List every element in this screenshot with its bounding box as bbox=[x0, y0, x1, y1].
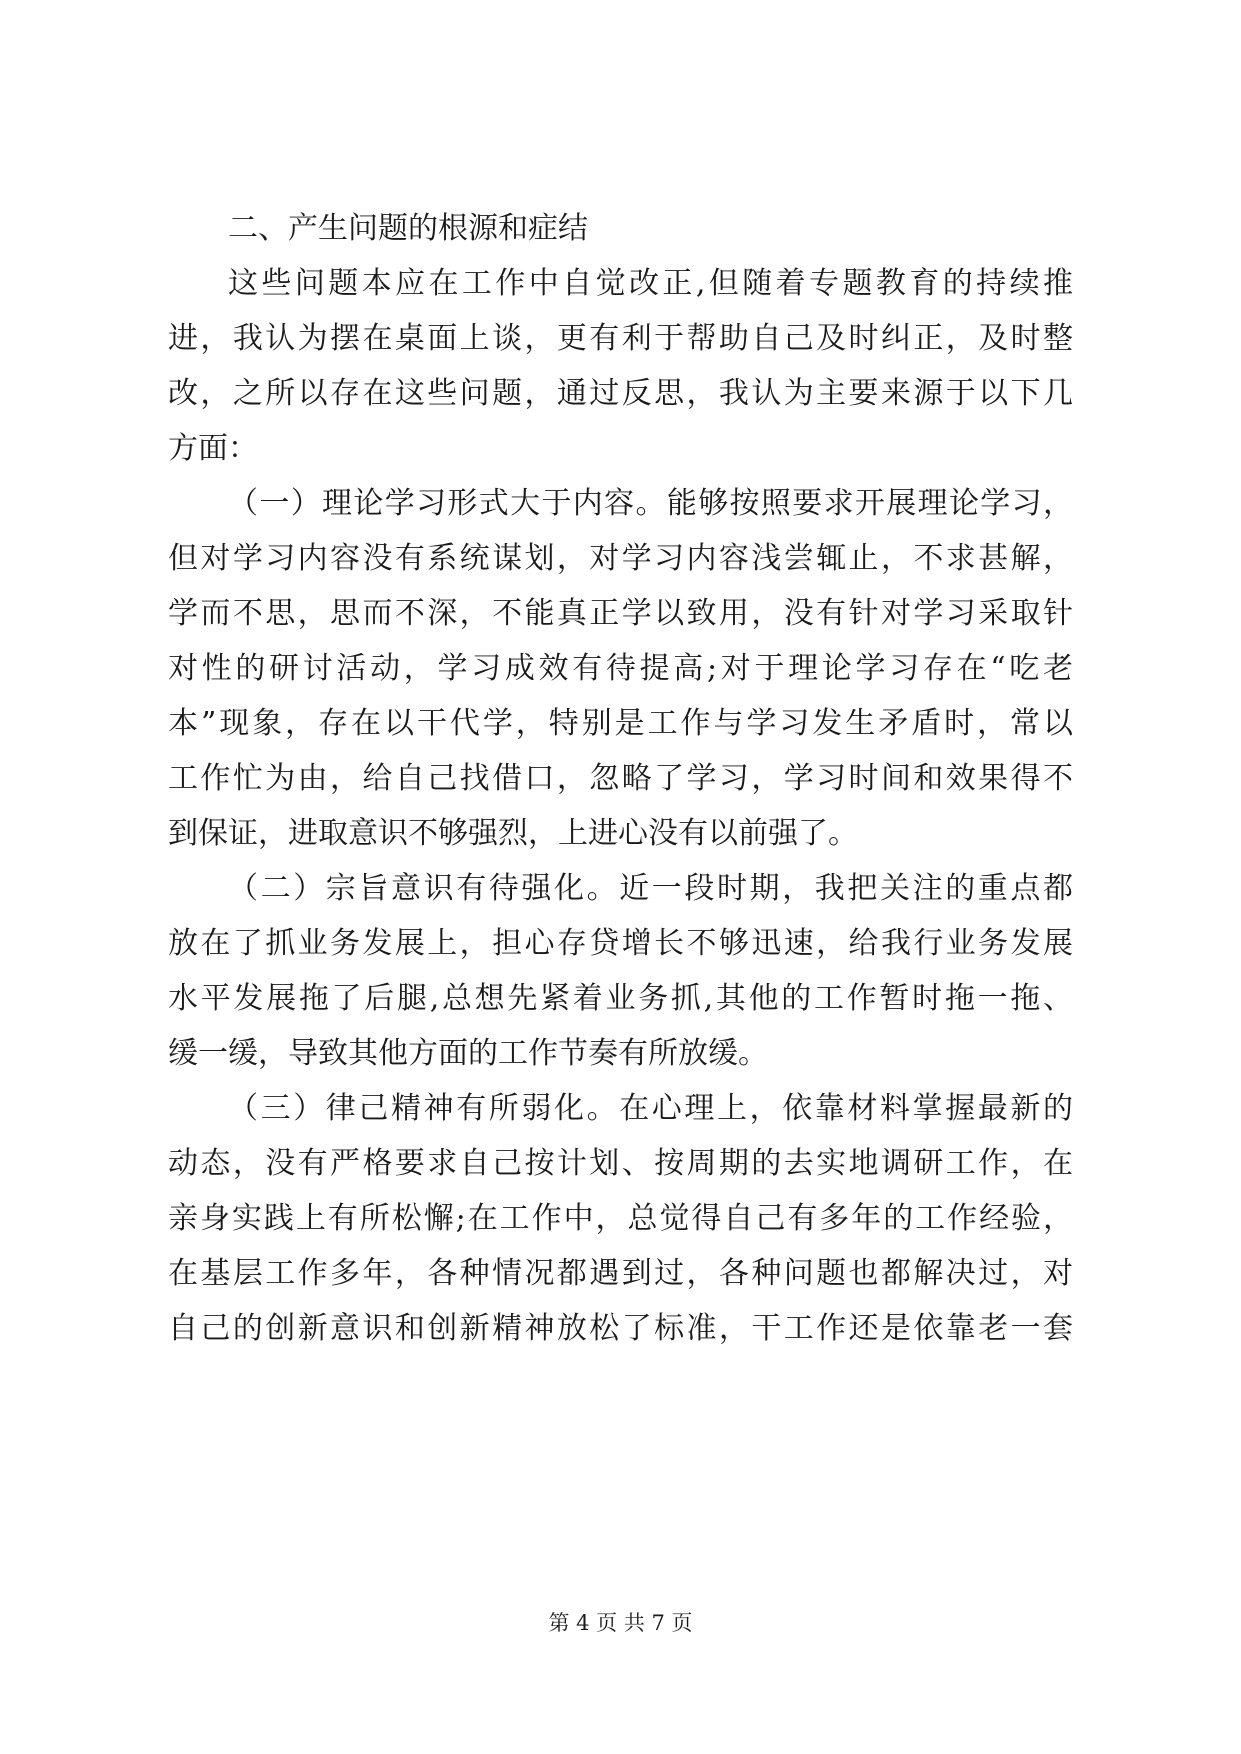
paragraph-line: 但对学习内容没有系统谋划，对学习内容浅尝辄止，不求甚解， bbox=[168, 541, 1073, 576]
paragraph-line: 到保证，进取意识不够强烈，上进心没有以前强了。 bbox=[168, 816, 858, 851]
paragraph-line: 方面： bbox=[168, 431, 258, 466]
paragraph-line: 放在了抓业务发展上，担心存贷增长不够迅速，给我行业务发展 bbox=[168, 926, 1073, 961]
paragraph-line: （一）理论学习形式大于内容。能够按照要求开展理论学习， bbox=[228, 486, 1073, 521]
paragraph-line: 工作忙为由，给自己找借口，忽略了学习，学习时间和效果得不 bbox=[168, 761, 1073, 796]
paragraph-line: 缓一缓，导致其他方面的工作节奏有所放缓。 bbox=[168, 1036, 768, 1071]
paragraph-line: 进，我认为摆在桌面上谈，更有利于帮助自己及时纠正，及时整 bbox=[168, 321, 1073, 356]
paragraph-line: 水平发展拖了后腿,总想先紧着业务抓,其他的工作暂时拖一拖、 bbox=[168, 981, 1073, 1016]
paragraph-line: 这些问题本应在工作中自觉改正,但随着专题教育的持续推 bbox=[228, 266, 1073, 301]
paragraph-line: 本”现象，存在以干代学，特别是工作与学习发生矛盾时，常以 bbox=[168, 706, 1073, 741]
paragraph-line: 学而不思，思而不深，不能真正学以致用，没有针对学习采取针 bbox=[168, 596, 1073, 631]
paragraph-line: 动态，没有严格要求自己按计划、按周期的去实地调研工作，在 bbox=[168, 1146, 1073, 1181]
paragraph-line: 亲身实践上有所松懈;在工作中，总觉得自己有多年的工作经验， bbox=[168, 1201, 1073, 1236]
paragraph-line: （二）宗旨意识有待强化。近一段时期，我把关注的重点都 bbox=[228, 871, 1073, 906]
paragraph-line: （三）律己精神有所弱化。在心理上，依靠材料掌握最新的 bbox=[228, 1091, 1073, 1126]
page-number-footer: 第 4 页 共 7 页 bbox=[548, 1611, 693, 1635]
paragraph-line: 改，之所以存在这些问题，通过反思，我认为主要来源于以下几 bbox=[168, 376, 1073, 411]
section-heading: 二、产生问题的根源和症结 bbox=[228, 211, 588, 246]
paragraph-line: 在基层工作多年，各种情况都遇到过，各种问题也都解决过，对 bbox=[168, 1256, 1073, 1291]
paragraph-line: 自己的创新意识和创新精神放松了标准，干工作还是依靠老一套 bbox=[168, 1311, 1073, 1346]
paragraph-line: 对性的研讨活动，学习成效有待提高;对于理论学习存在“吃老 bbox=[168, 651, 1073, 686]
